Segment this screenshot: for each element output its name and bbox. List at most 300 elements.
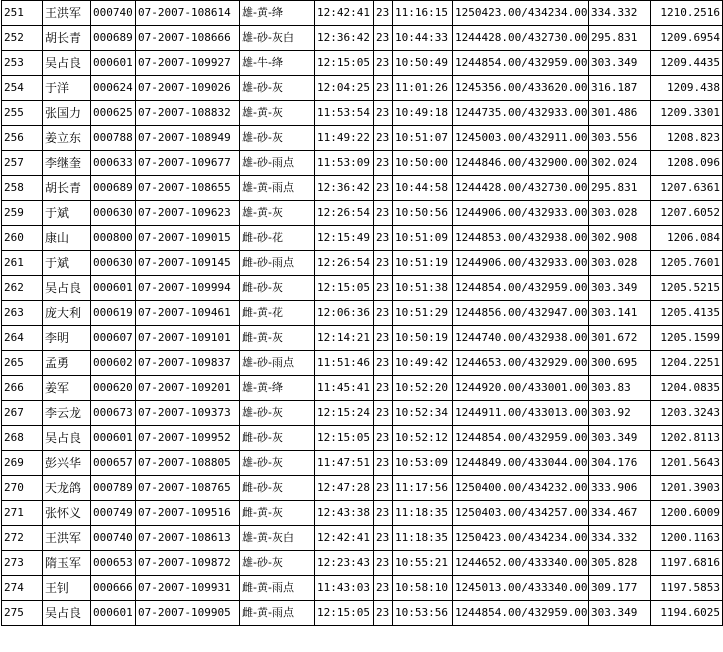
arrival-time-cell: 10:44:33 [393, 26, 453, 51]
ring-number-cell: 07-2007-108949 [136, 126, 240, 151]
arrival-time-cell: 10:52:12 [393, 426, 453, 451]
member-id-cell: 000740 [91, 1, 136, 26]
coordinates-cell: 1244653.00/432929.00 [453, 351, 589, 376]
release-time-cell: 11:53:09 [315, 151, 374, 176]
pigeon-attributes-cell: 雌-黄-灰 [240, 326, 315, 351]
table-row [2, 376, 723, 401]
distance-cell: 305.828 [589, 551, 651, 576]
pigeon-attributes-cell: 雄-砂-灰 [240, 401, 315, 426]
release-time-cell: 12:15:05 [315, 276, 374, 301]
day-cell: 23 [374, 51, 393, 76]
owner-name-cell: 姜军 [43, 376, 91, 401]
member-id-cell: 000619 [91, 301, 136, 326]
release-time-cell: 12:47:28 [315, 476, 374, 501]
speed-cell: 1205.1599 [651, 326, 723, 351]
pigeon-attributes-cell: 雄-黄-灰 [240, 201, 315, 226]
pigeon-attributes-cell: 雌-黄-雨点 [240, 576, 315, 601]
rank-cell: 251 [2, 1, 43, 26]
coordinates-cell: 1244652.00/433340.00 [453, 551, 589, 576]
ring-number-cell: 07-2007-109201 [136, 376, 240, 401]
arrival-time-cell: 11:17:56 [393, 476, 453, 501]
arrival-time-cell: 11:18:35 [393, 526, 453, 551]
pigeon-attributes-cell: 雄-砂-灰 [240, 76, 315, 101]
speed-cell: 1205.4135 [651, 301, 723, 326]
speed-cell: 1207.6361 [651, 176, 723, 201]
table-row [2, 226, 723, 251]
release-time-cell: 12:15:49 [315, 226, 374, 251]
ring-number-cell: 07-2007-109516 [136, 501, 240, 526]
distance-cell: 303.349 [589, 601, 651, 626]
owner-name-cell: 李继奎 [43, 151, 91, 176]
owner-name-cell: 吴占良 [43, 51, 91, 76]
member-id-cell: 000601 [91, 601, 136, 626]
release-time-cell: 11:51:46 [315, 351, 374, 376]
member-id-cell: 000789 [91, 476, 136, 501]
distance-cell: 334.467 [589, 501, 651, 526]
speed-cell: 1197.5853 [651, 576, 723, 601]
ring-number-cell: 07-2007-109145 [136, 251, 240, 276]
pigeon-attributes-cell: 雄-黄-绛 [240, 1, 315, 26]
release-time-cell: 11:53:54 [315, 101, 374, 126]
coordinates-cell: 1250403.00/434257.00 [453, 501, 589, 526]
arrival-time-cell: 10:51:07 [393, 126, 453, 151]
distance-cell: 300.695 [589, 351, 651, 376]
release-time-cell: 11:43:03 [315, 576, 374, 601]
arrival-time-cell: 11:18:35 [393, 501, 453, 526]
table-row [2, 151, 723, 176]
ring-number-cell: 07-2007-109952 [136, 426, 240, 451]
coordinates-cell: 1250423.00/434234.00 [453, 526, 589, 551]
speed-cell: 1200.6009 [651, 501, 723, 526]
distance-cell: 301.486 [589, 101, 651, 126]
speed-cell: 1197.6816 [651, 551, 723, 576]
release-time-cell: 11:49:22 [315, 126, 374, 151]
member-id-cell: 000607 [91, 326, 136, 351]
member-id-cell: 000620 [91, 376, 136, 401]
pigeon-attributes-cell: 雄-砂-灰 [240, 451, 315, 476]
coordinates-cell: 1244854.00/432959.00 [453, 276, 589, 301]
speed-cell: 1208.823 [651, 126, 723, 151]
ring-number-cell: 07-2007-108613 [136, 526, 240, 551]
table-row [2, 51, 723, 76]
day-cell: 23 [374, 101, 393, 126]
rank-cell: 256 [2, 126, 43, 151]
member-id-cell: 000633 [91, 151, 136, 176]
table-row [2, 251, 723, 276]
pigeon-attributes-cell: 雄-牛-绛 [240, 51, 315, 76]
ring-number-cell: 07-2007-108666 [136, 26, 240, 51]
day-cell: 23 [374, 301, 393, 326]
rank-cell: 254 [2, 76, 43, 101]
pigeon-attributes-cell: 雄-砂-灰白 [240, 26, 315, 51]
rank-cell: 261 [2, 251, 43, 276]
coordinates-cell: 1244428.00/432730.00 [453, 26, 589, 51]
release-time-cell: 12:36:42 [315, 176, 374, 201]
table-row [2, 176, 723, 201]
member-id-cell: 000625 [91, 101, 136, 126]
speed-cell: 1206.084 [651, 226, 723, 251]
table-row [2, 576, 723, 601]
speed-cell: 1205.7601 [651, 251, 723, 276]
release-time-cell: 12:14:21 [315, 326, 374, 351]
owner-name-cell: 姜立东 [43, 126, 91, 151]
release-time-cell: 12:06:36 [315, 301, 374, 326]
pigeon-attributes-cell: 雌-黄-雨点 [240, 601, 315, 626]
table-row [2, 476, 723, 501]
distance-cell: 302.908 [589, 226, 651, 251]
speed-cell: 1210.2516 [651, 1, 723, 26]
results-table [1, 0, 723, 626]
distance-cell: 303.141 [589, 301, 651, 326]
table-row [2, 201, 723, 226]
coordinates-cell: 1245013.00/433340.00 [453, 576, 589, 601]
distance-cell: 303.028 [589, 201, 651, 226]
day-cell: 23 [374, 251, 393, 276]
distance-cell: 302.024 [589, 151, 651, 176]
release-time-cell: 12:15:24 [315, 401, 374, 426]
coordinates-cell: 1244740.00/432938.00 [453, 326, 589, 351]
speed-cell: 1203.3243 [651, 401, 723, 426]
table-row [2, 276, 723, 301]
owner-name-cell: 康山 [43, 226, 91, 251]
owner-name-cell: 胡长青 [43, 26, 91, 51]
ring-number-cell: 07-2007-109373 [136, 401, 240, 426]
ring-number-cell: 07-2007-109101 [136, 326, 240, 351]
coordinates-cell: 1244428.00/432730.00 [453, 176, 589, 201]
rank-cell: 258 [2, 176, 43, 201]
day-cell: 23 [374, 351, 393, 376]
coordinates-cell: 1250423.00/434234.00 [453, 1, 589, 26]
day-cell: 23 [374, 426, 393, 451]
member-id-cell: 000740 [91, 526, 136, 551]
table-row [2, 1, 723, 26]
arrival-time-cell: 11:01:26 [393, 76, 453, 101]
distance-cell: 303.556 [589, 126, 651, 151]
coordinates-cell: 1244906.00/432933.00 [453, 201, 589, 226]
pigeon-attributes-cell: 雄-砂-雨点 [240, 351, 315, 376]
speed-cell: 1209.3301 [651, 101, 723, 126]
day-cell: 23 [374, 451, 393, 476]
arrival-time-cell: 10:50:49 [393, 51, 453, 76]
day-cell: 23 [374, 1, 393, 26]
distance-cell: 301.672 [589, 326, 651, 351]
ring-number-cell: 07-2007-109905 [136, 601, 240, 626]
member-id-cell: 000624 [91, 76, 136, 101]
member-id-cell: 000673 [91, 401, 136, 426]
table-row [2, 551, 723, 576]
table-row [2, 126, 723, 151]
table-row [2, 501, 723, 526]
day-cell: 23 [374, 526, 393, 551]
pigeon-attributes-cell: 雄-黄-灰白 [240, 526, 315, 551]
owner-name-cell: 王钊 [43, 576, 91, 601]
release-time-cell: 12:23:43 [315, 551, 374, 576]
release-time-cell: 12:36:42 [315, 26, 374, 51]
pigeon-attributes-cell: 雄-黄-灰 [240, 101, 315, 126]
member-id-cell: 000788 [91, 126, 136, 151]
table-row [2, 326, 723, 351]
pigeon-attributes-cell: 雄-砂-灰 [240, 126, 315, 151]
speed-cell: 1202.8113 [651, 426, 723, 451]
table-row [2, 26, 723, 51]
member-id-cell: 000602 [91, 351, 136, 376]
distance-cell: 303.349 [589, 276, 651, 301]
owner-name-cell: 张怀义 [43, 501, 91, 526]
release-time-cell: 12:43:38 [315, 501, 374, 526]
speed-cell: 1208.096 [651, 151, 723, 176]
rank-cell: 253 [2, 51, 43, 76]
distance-cell: 304.176 [589, 451, 651, 476]
owner-name-cell: 于斌 [43, 251, 91, 276]
ring-number-cell: 07-2007-108614 [136, 1, 240, 26]
day-cell: 23 [374, 151, 393, 176]
speed-cell: 1204.2251 [651, 351, 723, 376]
pigeon-attributes-cell: 雌-黄-花 [240, 301, 315, 326]
table-row [2, 601, 723, 626]
table-row [2, 451, 723, 476]
arrival-time-cell: 10:51:09 [393, 226, 453, 251]
ring-number-cell: 07-2007-109994 [136, 276, 240, 301]
member-id-cell: 000657 [91, 451, 136, 476]
day-cell: 23 [374, 326, 393, 351]
ring-number-cell: 07-2007-109015 [136, 226, 240, 251]
release-time-cell: 12:04:25 [315, 76, 374, 101]
member-id-cell: 000630 [91, 251, 136, 276]
member-id-cell: 000666 [91, 576, 136, 601]
member-id-cell: 000630 [91, 201, 136, 226]
release-time-cell: 12:15:05 [315, 601, 374, 626]
speed-cell: 1204.0835 [651, 376, 723, 401]
owner-name-cell: 王洪军 [43, 1, 91, 26]
table-row [2, 401, 723, 426]
rank-cell: 271 [2, 501, 43, 526]
arrival-time-cell: 10:50:00 [393, 151, 453, 176]
owner-name-cell: 孟勇 [43, 351, 91, 376]
table-row [2, 76, 723, 101]
owner-name-cell: 李云龙 [43, 401, 91, 426]
ring-number-cell: 07-2007-109461 [136, 301, 240, 326]
release-time-cell: 12:15:05 [315, 426, 374, 451]
coordinates-cell: 1245003.00/432911.00 [453, 126, 589, 151]
arrival-time-cell: 10:50:19 [393, 326, 453, 351]
arrival-time-cell: 10:51:19 [393, 251, 453, 276]
coordinates-cell: 1250400.00/434232.00 [453, 476, 589, 501]
distance-cell: 303.92 [589, 401, 651, 426]
day-cell: 23 [374, 226, 393, 251]
ring-number-cell: 07-2007-109872 [136, 551, 240, 576]
release-time-cell: 12:26:54 [315, 251, 374, 276]
distance-cell: 316.187 [589, 76, 651, 101]
member-id-cell: 000601 [91, 51, 136, 76]
rank-cell: 262 [2, 276, 43, 301]
rank-cell: 275 [2, 601, 43, 626]
owner-name-cell: 庞大利 [43, 301, 91, 326]
arrival-time-cell: 11:16:15 [393, 1, 453, 26]
distance-cell: 303.028 [589, 251, 651, 276]
distance-cell: 295.831 [589, 176, 651, 201]
speed-cell: 1194.6025 [651, 601, 723, 626]
pigeon-attributes-cell: 雌-砂-雨点 [240, 251, 315, 276]
member-id-cell: 000601 [91, 426, 136, 451]
coordinates-cell: 1244906.00/432933.00 [453, 251, 589, 276]
member-id-cell: 000800 [91, 226, 136, 251]
ring-number-cell: 07-2007-109623 [136, 201, 240, 226]
owner-name-cell: 于洋 [43, 76, 91, 101]
ring-number-cell: 07-2007-108832 [136, 101, 240, 126]
distance-cell: 334.332 [589, 1, 651, 26]
speed-cell: 1201.3903 [651, 476, 723, 501]
pigeon-attributes-cell: 雄-黄-雨点 [240, 176, 315, 201]
ring-number-cell: 07-2007-109677 [136, 151, 240, 176]
ring-number-cell: 07-2007-108805 [136, 451, 240, 476]
ring-number-cell: 07-2007-108765 [136, 476, 240, 501]
day-cell: 23 [374, 601, 393, 626]
pigeon-attributes-cell: 雄-黄-绛 [240, 376, 315, 401]
day-cell: 23 [374, 476, 393, 501]
member-id-cell: 000689 [91, 26, 136, 51]
table-row [2, 526, 723, 551]
owner-name-cell: 吴占良 [43, 276, 91, 301]
arrival-time-cell: 10:52:34 [393, 401, 453, 426]
rank-cell: 273 [2, 551, 43, 576]
rank-cell: 268 [2, 426, 43, 451]
distance-cell: 309.177 [589, 576, 651, 601]
owner-name-cell: 王洪军 [43, 526, 91, 551]
pigeon-attributes-cell: 雄-砂-灰 [240, 551, 315, 576]
pigeon-attributes-cell: 雌-砂-花 [240, 226, 315, 251]
arrival-time-cell: 10:58:10 [393, 576, 453, 601]
rank-cell: 257 [2, 151, 43, 176]
ring-number-cell: 07-2007-108655 [136, 176, 240, 201]
distance-cell: 303.349 [589, 51, 651, 76]
release-time-cell: 12:26:54 [315, 201, 374, 226]
arrival-time-cell: 10:50:56 [393, 201, 453, 226]
coordinates-cell: 1244854.00/432959.00 [453, 51, 589, 76]
day-cell: 23 [374, 376, 393, 401]
day-cell: 23 [374, 201, 393, 226]
speed-cell: 1205.5215 [651, 276, 723, 301]
member-id-cell: 000749 [91, 501, 136, 526]
rank-cell: 255 [2, 101, 43, 126]
rank-cell: 272 [2, 526, 43, 551]
day-cell: 23 [374, 176, 393, 201]
day-cell: 23 [374, 276, 393, 301]
coordinates-cell: 1244735.00/432933.00 [453, 101, 589, 126]
ring-number-cell: 07-2007-109927 [136, 51, 240, 76]
rank-cell: 252 [2, 26, 43, 51]
day-cell: 23 [374, 576, 393, 601]
rank-cell: 267 [2, 401, 43, 426]
owner-name-cell: 于斌 [43, 201, 91, 226]
arrival-time-cell: 10:52:20 [393, 376, 453, 401]
coordinates-cell: 1244853.00/432938.00 [453, 226, 589, 251]
rank-cell: 270 [2, 476, 43, 501]
arrival-time-cell: 10:49:42 [393, 351, 453, 376]
ring-number-cell: 07-2007-109837 [136, 351, 240, 376]
release-time-cell: 11:45:41 [315, 376, 374, 401]
speed-cell: 1207.6052 [651, 201, 723, 226]
coordinates-cell: 1244849.00/433044.00 [453, 451, 589, 476]
table-body [2, 1, 723, 626]
table-row [2, 301, 723, 326]
distance-cell: 334.332 [589, 526, 651, 551]
ring-number-cell: 07-2007-109026 [136, 76, 240, 101]
coordinates-cell: 1244846.00/432900.00 [453, 151, 589, 176]
owner-name-cell: 隋玉军 [43, 551, 91, 576]
arrival-time-cell: 10:53:56 [393, 601, 453, 626]
rank-cell: 269 [2, 451, 43, 476]
pigeon-attributes-cell: 雌-砂-灰 [240, 276, 315, 301]
rank-cell: 265 [2, 351, 43, 376]
table-row [2, 101, 723, 126]
distance-cell: 303.349 [589, 426, 651, 451]
distance-cell: 295.831 [589, 26, 651, 51]
coordinates-cell: 1244854.00/432959.00 [453, 601, 589, 626]
day-cell: 23 [374, 126, 393, 151]
coordinates-cell: 1244911.00/433013.00 [453, 401, 589, 426]
coordinates-cell: 1244854.00/432959.00 [453, 426, 589, 451]
owner-name-cell: 彭兴华 [43, 451, 91, 476]
arrival-time-cell: 10:49:18 [393, 101, 453, 126]
rank-cell: 260 [2, 226, 43, 251]
coordinates-cell: 1244920.00/433001.00 [453, 376, 589, 401]
release-time-cell: 12:42:41 [315, 526, 374, 551]
owner-name-cell: 张国力 [43, 101, 91, 126]
rank-cell: 264 [2, 326, 43, 351]
arrival-time-cell: 10:51:29 [393, 301, 453, 326]
owner-name-cell: 天龙鸽 [43, 476, 91, 501]
coordinates-cell: 1245356.00/433620.00 [453, 76, 589, 101]
rank-cell: 274 [2, 576, 43, 601]
speed-cell: 1209.6954 [651, 26, 723, 51]
table-row [2, 426, 723, 451]
release-time-cell: 12:15:05 [315, 51, 374, 76]
release-time-cell: 11:47:51 [315, 451, 374, 476]
day-cell: 23 [374, 76, 393, 101]
member-id-cell: 000689 [91, 176, 136, 201]
pigeon-attributes-cell: 雌-砂-灰 [240, 426, 315, 451]
arrival-time-cell: 10:51:38 [393, 276, 453, 301]
rank-cell: 259 [2, 201, 43, 226]
rank-cell: 266 [2, 376, 43, 401]
member-id-cell: 000601 [91, 276, 136, 301]
arrival-time-cell: 10:53:09 [393, 451, 453, 476]
owner-name-cell: 胡长青 [43, 176, 91, 201]
speed-cell: 1201.5643 [651, 451, 723, 476]
speed-cell: 1209.438 [651, 76, 723, 101]
distance-cell: 303.83 [589, 376, 651, 401]
speed-cell: 1200.1163 [651, 526, 723, 551]
table-row [2, 351, 723, 376]
member-id-cell: 000653 [91, 551, 136, 576]
pigeon-attributes-cell: 雌-砂-灰 [240, 476, 315, 501]
day-cell: 23 [374, 551, 393, 576]
coordinates-cell: 1244856.00/432947.00 [453, 301, 589, 326]
arrival-time-cell: 10:44:58 [393, 176, 453, 201]
ring-number-cell: 07-2007-109931 [136, 576, 240, 601]
rank-cell: 263 [2, 301, 43, 326]
pigeon-attributes-cell: 雄-砂-雨点 [240, 151, 315, 176]
owner-name-cell: 吴占良 [43, 601, 91, 626]
day-cell: 23 [374, 26, 393, 51]
day-cell: 23 [374, 501, 393, 526]
owner-name-cell: 吴占良 [43, 426, 91, 451]
release-time-cell: 12:42:41 [315, 1, 374, 26]
speed-cell: 1209.4435 [651, 51, 723, 76]
day-cell: 23 [374, 401, 393, 426]
owner-name-cell: 李明 [43, 326, 91, 351]
pigeon-attributes-cell: 雌-黄-灰 [240, 501, 315, 526]
